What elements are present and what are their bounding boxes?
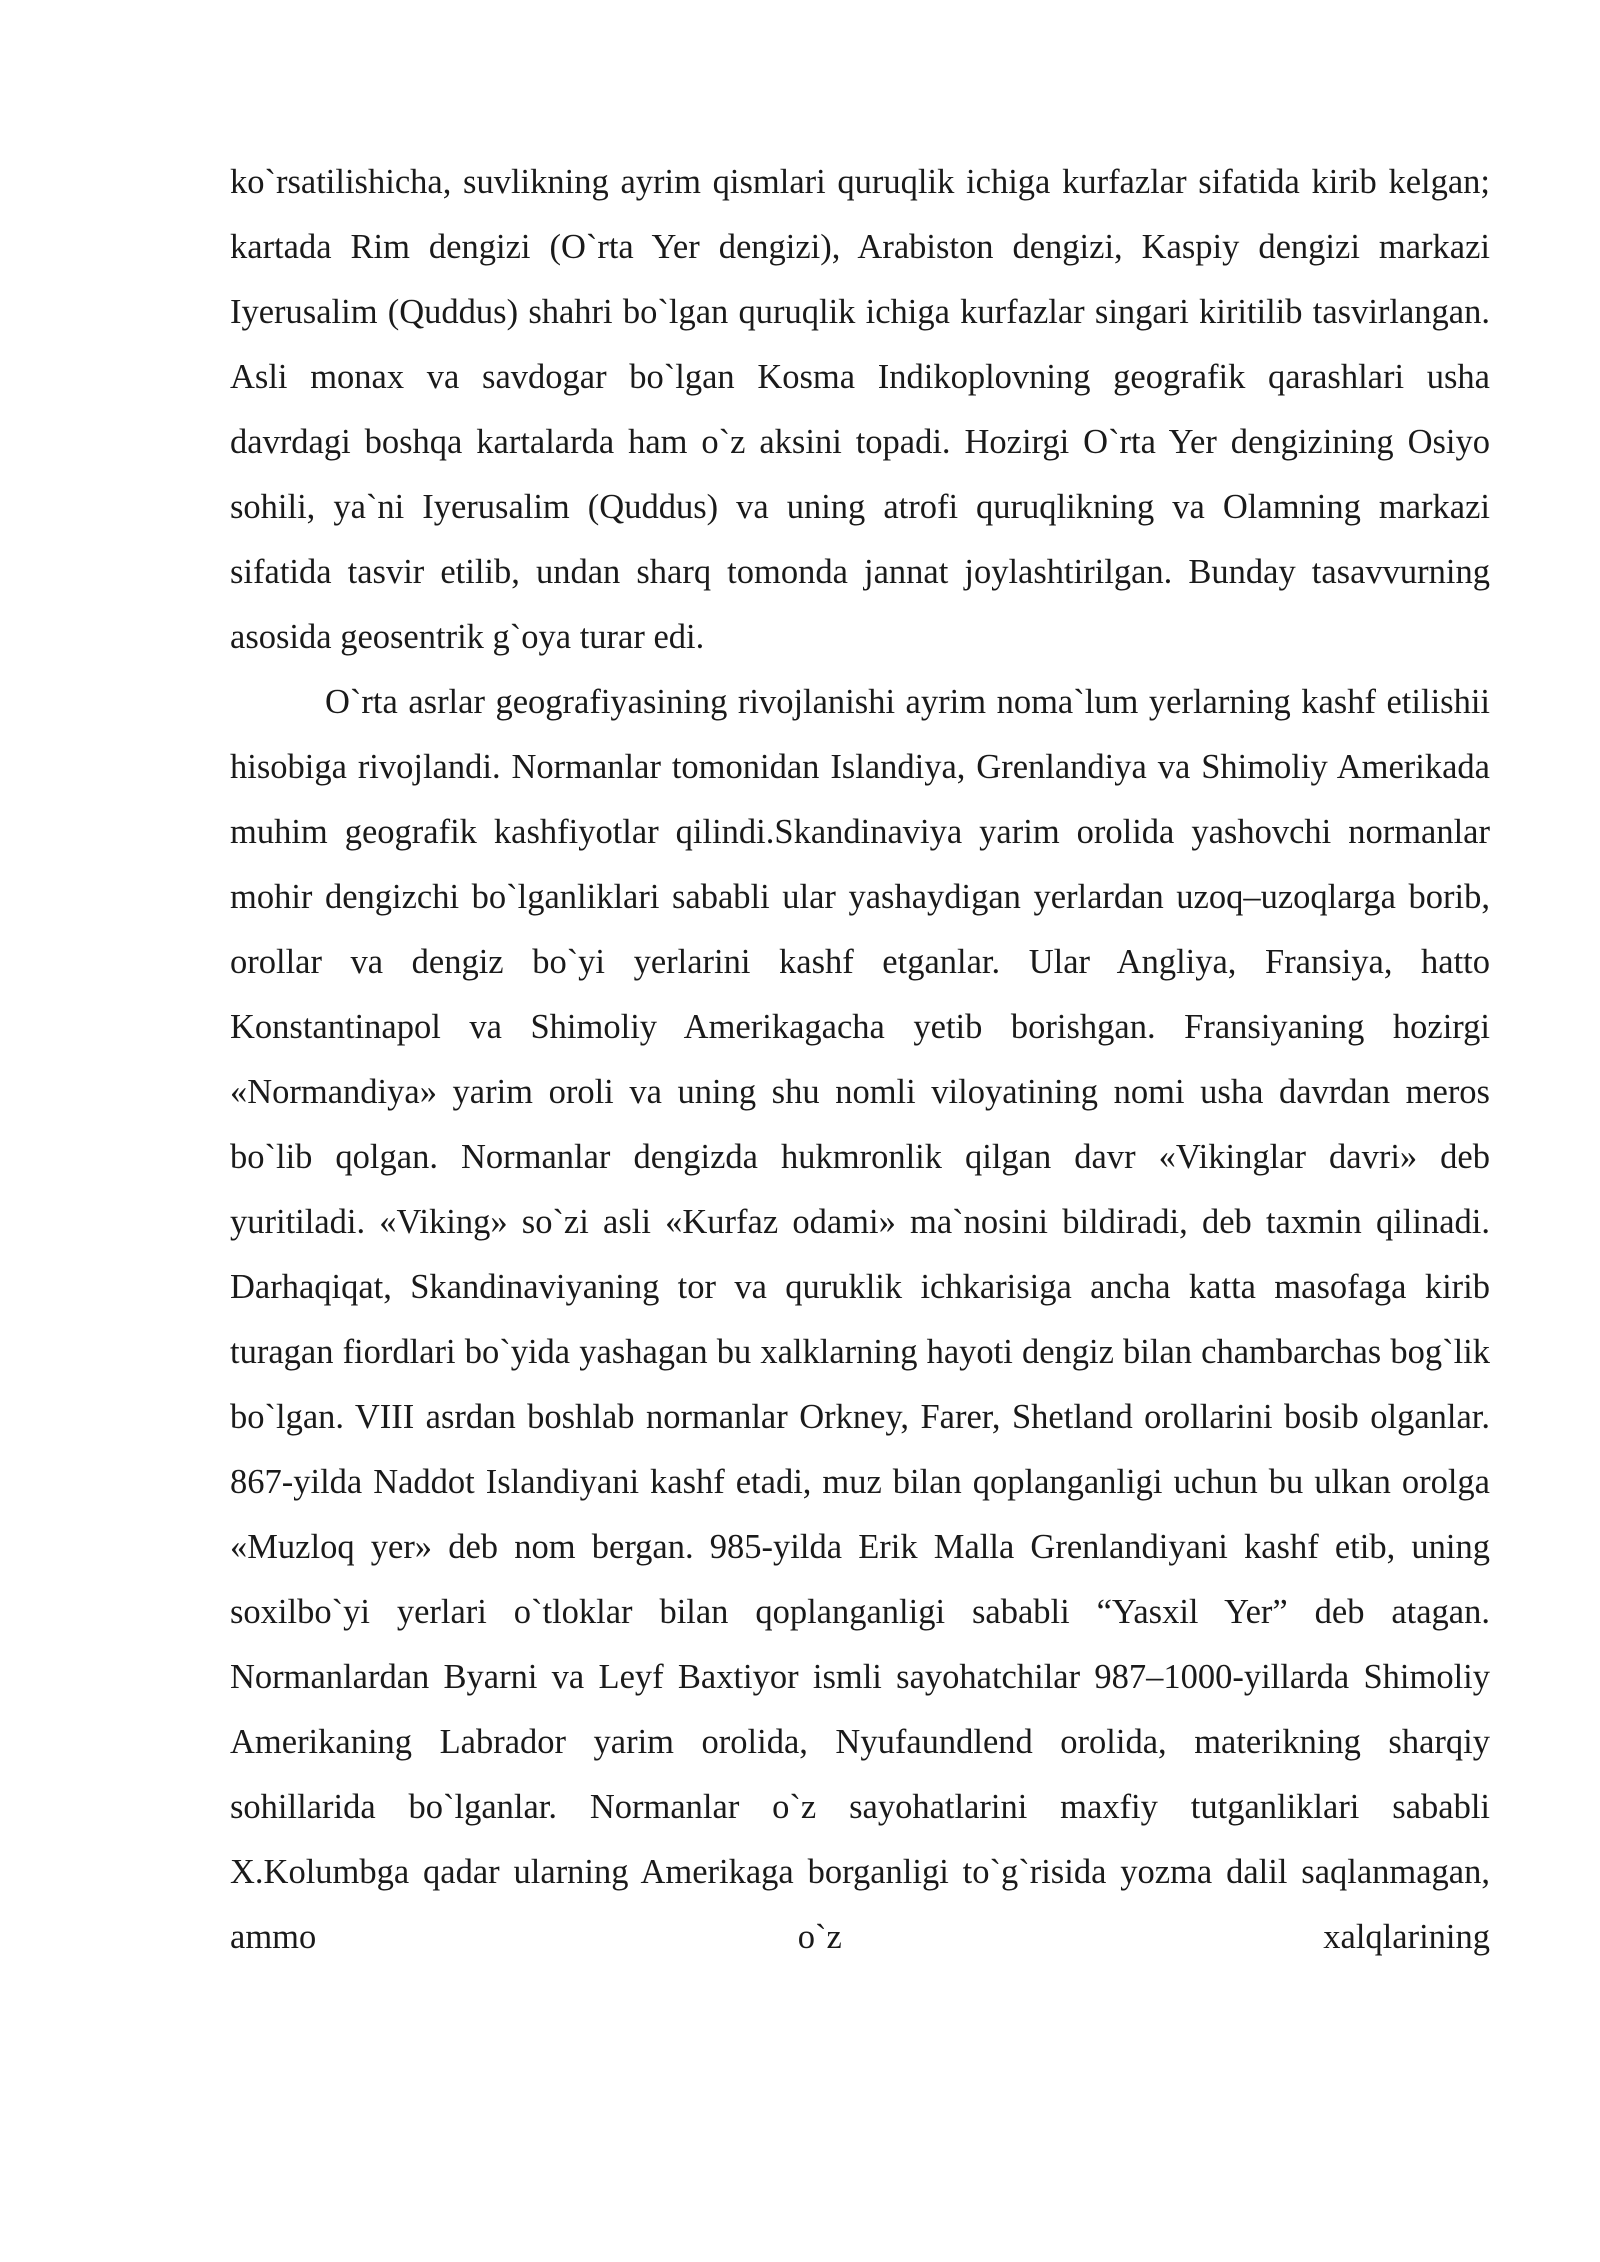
- paragraph-cosmas-map: ko`rsatilishicha, suvlikning ayrim qismlari quruqlik ichiga kurfazlar sifatida kirib kelgan; kartada Rim dengizi (O`rta Yer dengizi), Arabiston dengizi, Kaspiy dengizi markazi Iyerusalim (Quddus) shahri bo`lgan quruqlik ichiga kurfazlar singari kiritilib tasvirlangan. Asli monax va savdogar bo`lgan Kosma Indikoplovning geografik qarashlari usha davrdagi boshqa kartalarda ham o`z aksini topadi. Hozirgi O`rta Yer dengizining Osiyo sohili, ya`ni Iyerusalim (Quddus) va uning atrofi quruqlikning va Olamning markazi sifatida tasvir etilib, undan sharq tomonda jannat joylashtirilgan. Bunday tasavvurning asosida geosentrik g`oya turar edi.: [230, 163, 1490, 656]
- document-body: [230, 150, 1490, 1970]
- paragraph-norman-discoveries: O`rta asrlar geografiyasining rivojlanishi ayrim noma`lum yerlarning kashf etilishii hisobiga rivojlandi. Normanlar tomonidan Islandiya, Grenlandiya va Shimoliy Amerikada muhim geografik kashfiyotlar qilindi.Skandinaviya yarim orolida yashovchi normanlar mohir dengizchi bo`lganliklari sababli ular yashaydigan yerlardan uzoq–uzoqlarga borib, orollar va dengiz bo`yi yerlarini kashf etganlar. Ular Angliya, Fransiya, hatto Konstantinapol va Shimoliy Amerikagacha yetib borishgan. Fransiyaning hozirgi «Normandiya» yarim oroli va uning shu nomli viloyatining nomi usha davrdan meros bo`lib qolgan. Normanlar dengizda hukmronlik qilgan davr «Vikinglar davri» deb yuritiladi. «Viking» so`zi asli «Kurfaz odami» ma`nosini bildiradi, deb taxmin qilinadi. Darhaqiqat, Skandinaviyaning tor va quruklik ichkarisiga ancha katta masofaga kirib turagan fiordlari bo`yida yashagan bu xalklarning hayoti dengiz bilan chambarchas bog`lik bo`lgan. VIII asrdan boshlab normanlar Orkney, Farer, Shetland orollarini bosib olganlar. 867-yilda Naddot Islandiyani kashf etadi, muz bilan qoplanganligi uchun bu ulkan orolga «Muzloq yer» deb nom bergan. 985-yilda Erik Malla Grenlandiyani kashf etib, uning soxilbo`yi yerlari o`tloklar bilan qoplanganligi sababli “Yasxil Yer” deb atagan. Normanlardan Byarni va Leyf Baxtiyor ismli sayohatchilar 987–1000-yillarda Shimoliy Amerikaning Labrador yarim orolida, Nyufaundlend orolida, materikning sharqiy sohillarida bo`lganlar. Normanlar o`z sayohatlarini maxfiy tutganliklari sababli X.Kolumbga qadar ularning Amerikaga borganligi to`g`risida yozma dalil saqlanmagan, ammo o`z xalqlarining: [230, 683, 1490, 1956]
